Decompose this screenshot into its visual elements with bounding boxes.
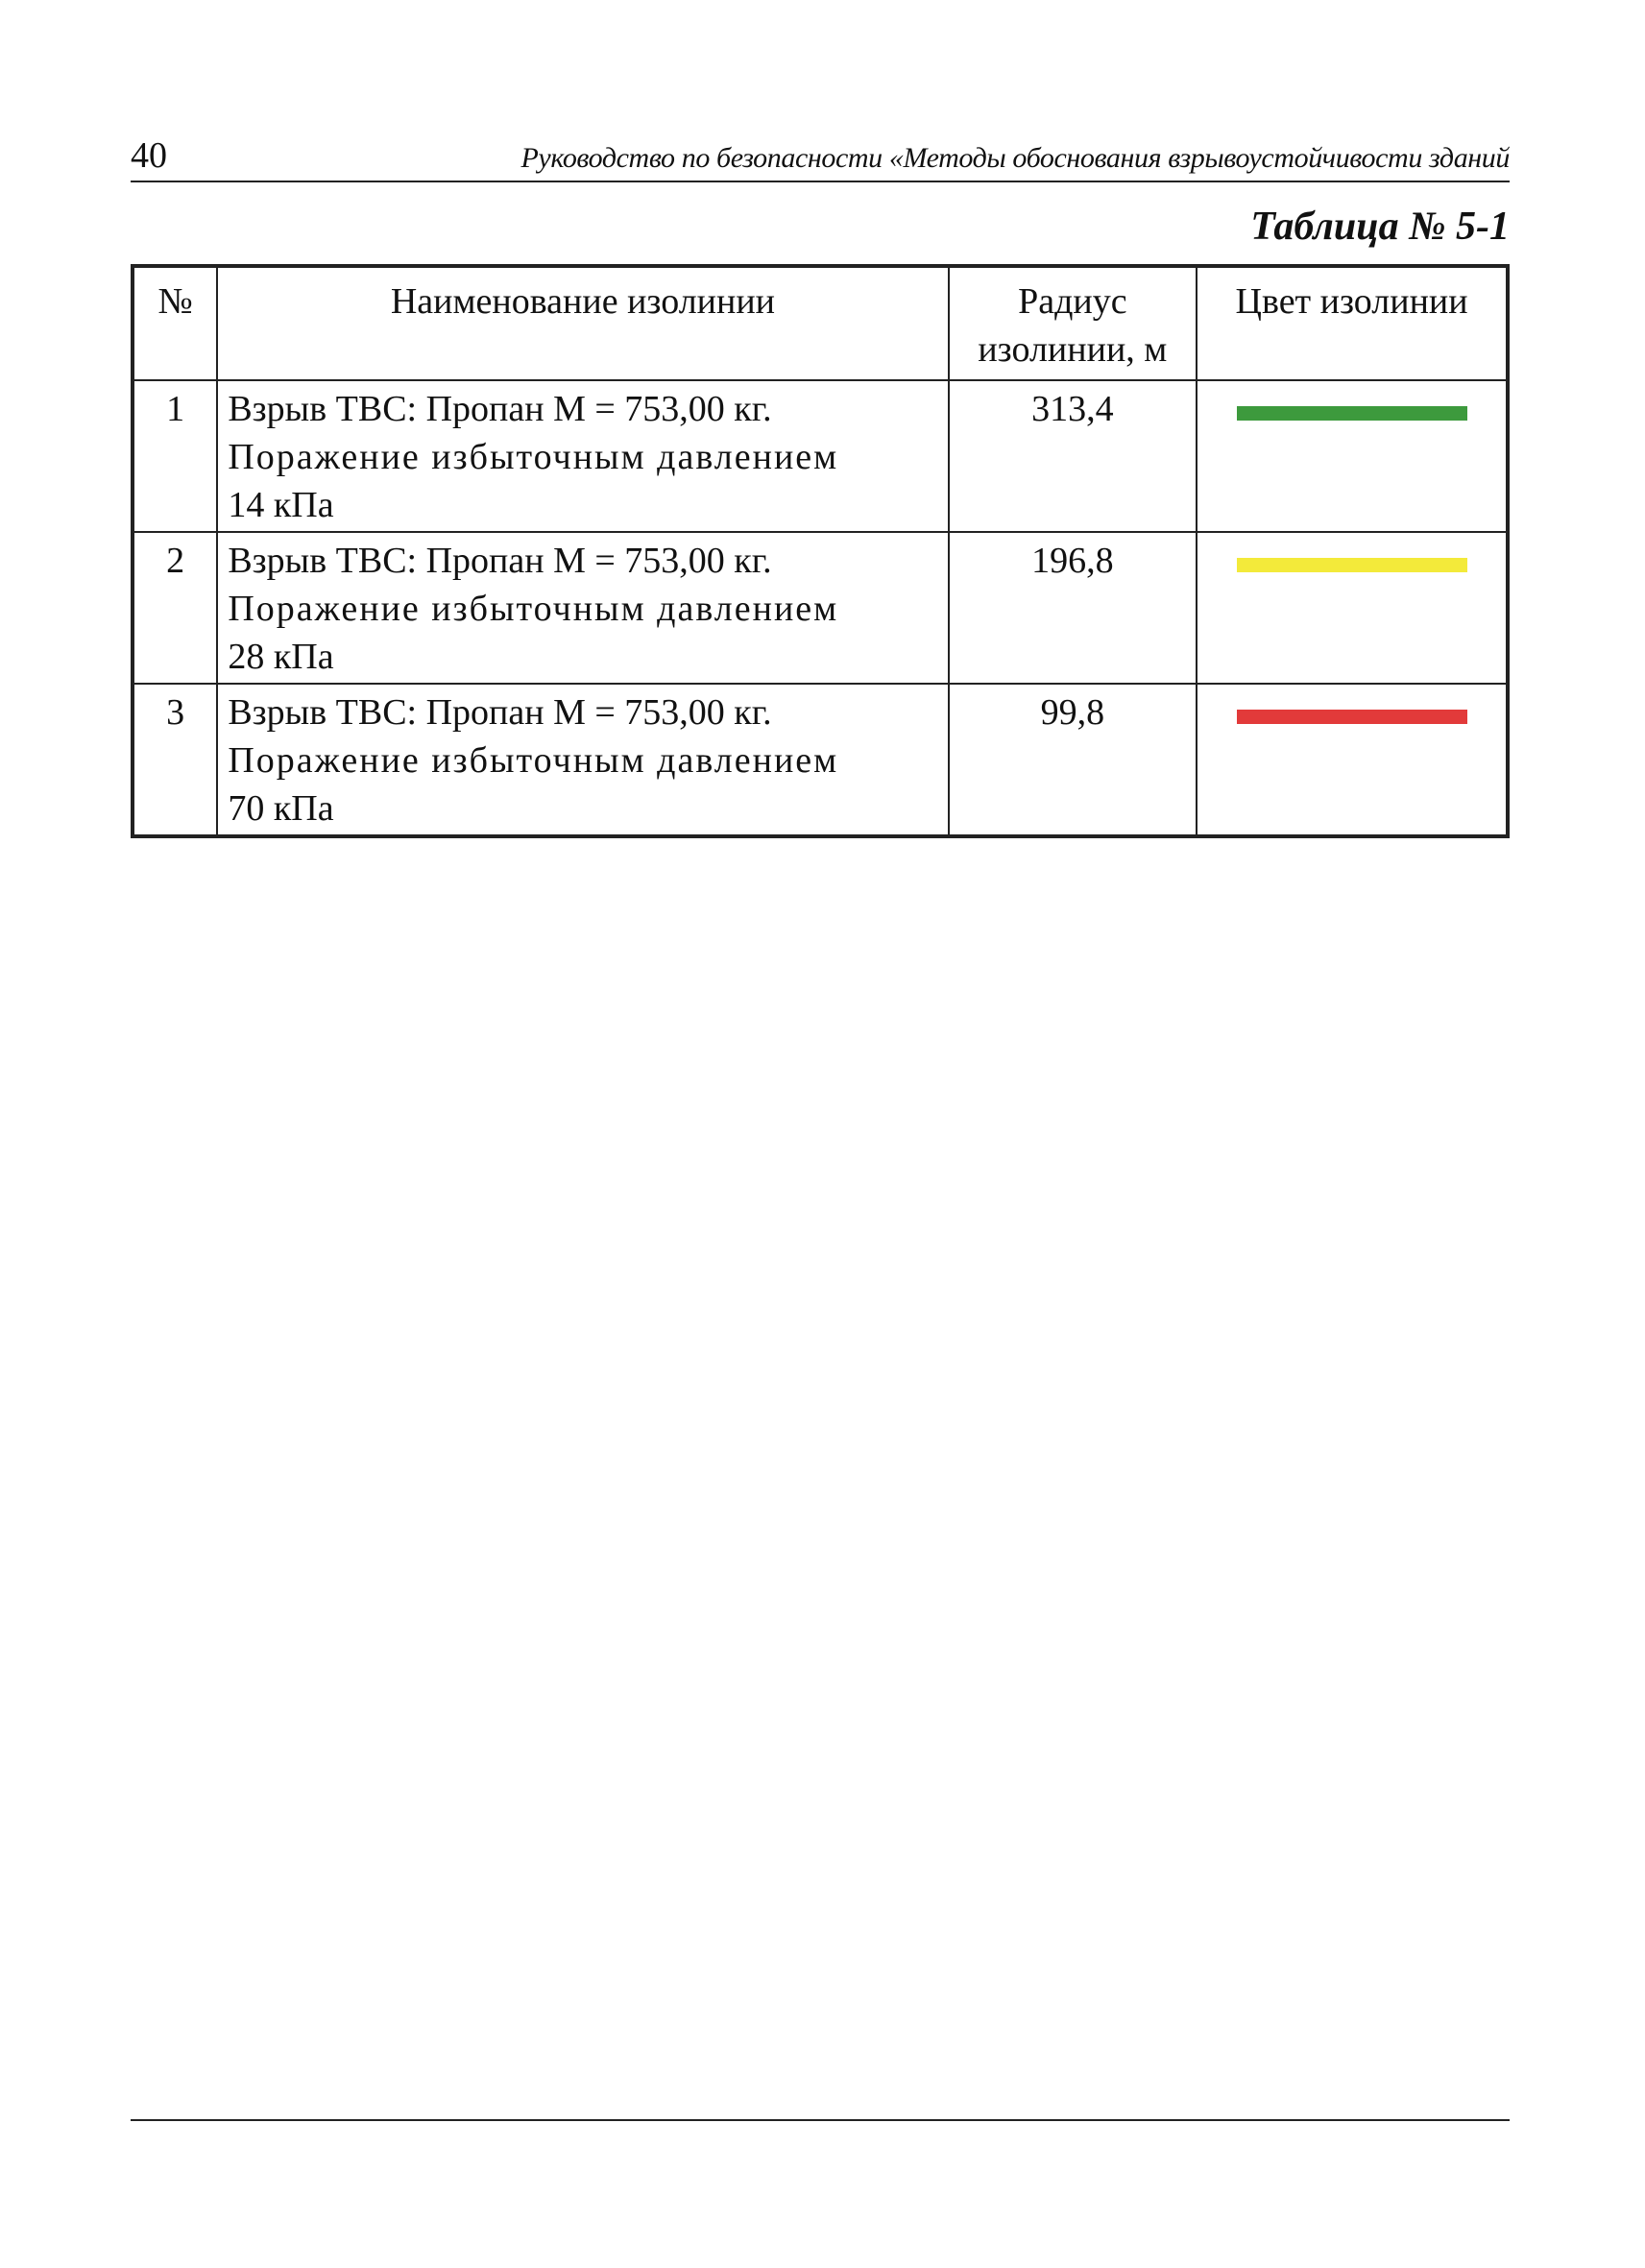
row-color <box>1197 684 1508 836</box>
row-name-line2: Поражение избыточным давлением <box>228 740 839 781</box>
row-color <box>1197 532 1508 684</box>
table-caption: Таблица № 5-1 <box>1250 205 1510 249</box>
isoline-table <box>131 264 1510 838</box>
header-radius <box>949 266 1197 380</box>
running-title: Руководство по безопасности «Методы обоснования взрывоустойчивости зданий <box>520 142 1510 174</box>
row-radius: 313,4 <box>949 380 1197 532</box>
row-name-line3: 70 кПа <box>228 788 334 829</box>
header-radius-line2: изолинии, м <box>978 329 1168 370</box>
row-name <box>217 532 948 684</box>
row-name-line1: Взрыв ТВС: Пропан M = 753,00 кг. <box>228 389 772 429</box>
header-color: Цвет изолинии <box>1197 266 1508 380</box>
row-radius: 196,8 <box>949 532 1197 684</box>
page-number: 40 <box>131 135 167 176</box>
row-name-line1: Взрыв ТВС: Пропан M = 753,00 кг. <box>228 541 772 581</box>
row-name <box>217 380 948 532</box>
isoline-color-swatch <box>1237 558 1467 572</box>
header-radius-line1: Радиус <box>1018 281 1127 322</box>
isoline-color-swatch <box>1237 406 1467 421</box>
row-name-line2: Поражение избыточным давлением <box>228 437 839 477</box>
table-row <box>133 380 1508 532</box>
header-name: Наименование изолинии <box>217 266 948 380</box>
table-row <box>133 684 1508 836</box>
row-name-line3: 14 кПа <box>228 485 334 525</box>
isoline-color-swatch <box>1237 710 1467 724</box>
row-radius: 99,8 <box>949 684 1197 836</box>
table-header-row <box>133 266 1508 380</box>
row-name-line3: 28 кПа <box>228 637 334 677</box>
row-name-line2: Поражение избыточным давлением <box>228 589 839 629</box>
row-name <box>217 684 948 836</box>
row-name-line1: Взрыв ТВС: Пропан M = 753,00 кг. <box>228 692 772 733</box>
row-number: 2 <box>133 532 217 684</box>
row-color <box>1197 380 1508 532</box>
header-number: № <box>133 266 217 380</box>
table-row <box>133 532 1508 684</box>
running-header <box>131 133 1510 182</box>
row-number: 1 <box>133 380 217 532</box>
row-number: 3 <box>133 684 217 836</box>
footer-rule <box>131 2119 1510 2121</box>
